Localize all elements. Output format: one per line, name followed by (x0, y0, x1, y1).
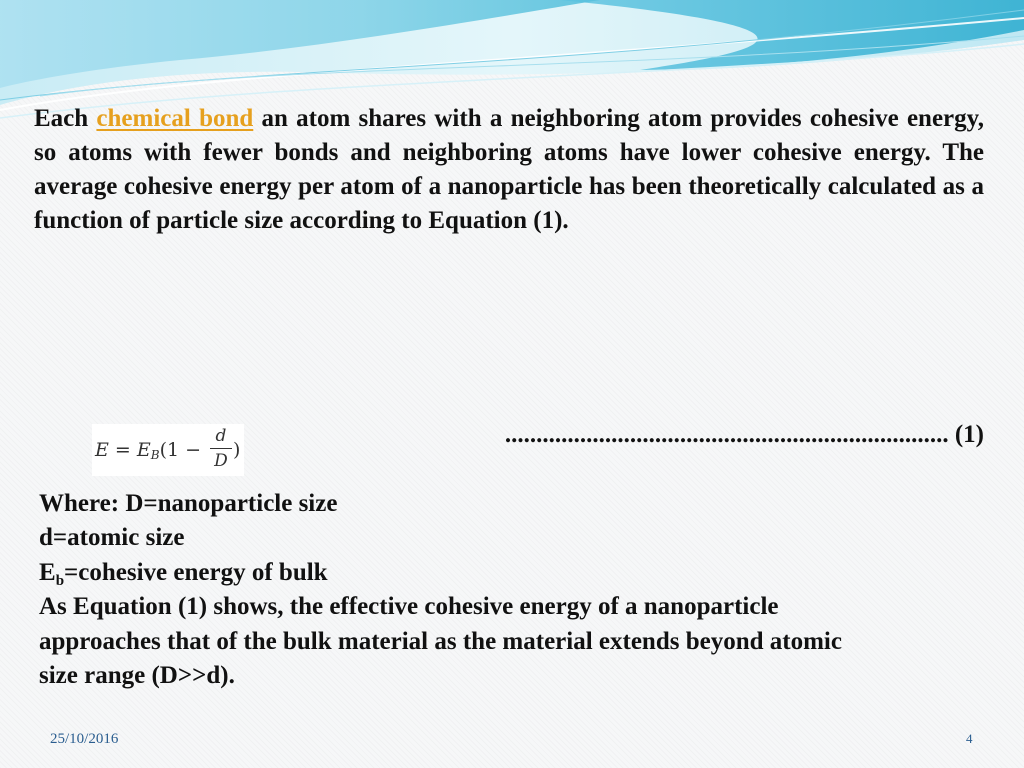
equation-lhs: E (95, 439, 109, 461)
equation-inline-part (95, 439, 201, 462)
eb-base: E (39, 558, 56, 586)
equation-open: (1 − (159, 439, 202, 461)
atomic-size-line: d=atomic size (39, 524, 185, 552)
chemical-bond-link[interactable]: chemical bond (96, 105, 254, 132)
equation-number-label: ....................................................................... (1) (504, 421, 984, 448)
definitions-block (39, 487, 999, 693)
intro-paragraph (34, 102, 984, 238)
equation-fraction (210, 426, 232, 471)
conclusion-line-3: size range (D>>d). (39, 662, 235, 690)
slide-number: 4 (966, 731, 973, 746)
equation-denominator: D (214, 451, 228, 471)
cohesive-energy-equation (92, 424, 244, 476)
footer-date: 25/10/2016 (50, 731, 119, 747)
intro-text-before-link: Each (34, 105, 97, 132)
equation-eb-subscript: B (150, 448, 160, 462)
fraction-bar (210, 448, 232, 449)
eb-subscript: b (55, 572, 65, 589)
bulk-energy-line (39, 556, 999, 590)
equation-numerator: d (215, 426, 227, 446)
intro-text-after-link: an atom shares with a neighboring atom provides cohesive energy, so atoms with fewer bonds and neighboring atoms have lower cohesive energy. The average cohesive energy per atom of a nanoparticle has been theoretically calculated as a function of particle size according to Equation (1). (34, 105, 985, 234)
equation-eb: E (136, 439, 151, 461)
where-line: Where: D=nanoparticle size (39, 490, 338, 517)
conclusion-line-1: As Equation (1) shows, the effective cohesive energy of a nanoparticle (39, 593, 779, 621)
equation-equals: = (108, 439, 137, 461)
conclusion-line-2: approaches that of the bulk material as the material extends beyond atomic (39, 627, 842, 655)
eb-definition: =cohesive energy of bulk (64, 558, 328, 586)
equation-close: ) (233, 439, 241, 461)
